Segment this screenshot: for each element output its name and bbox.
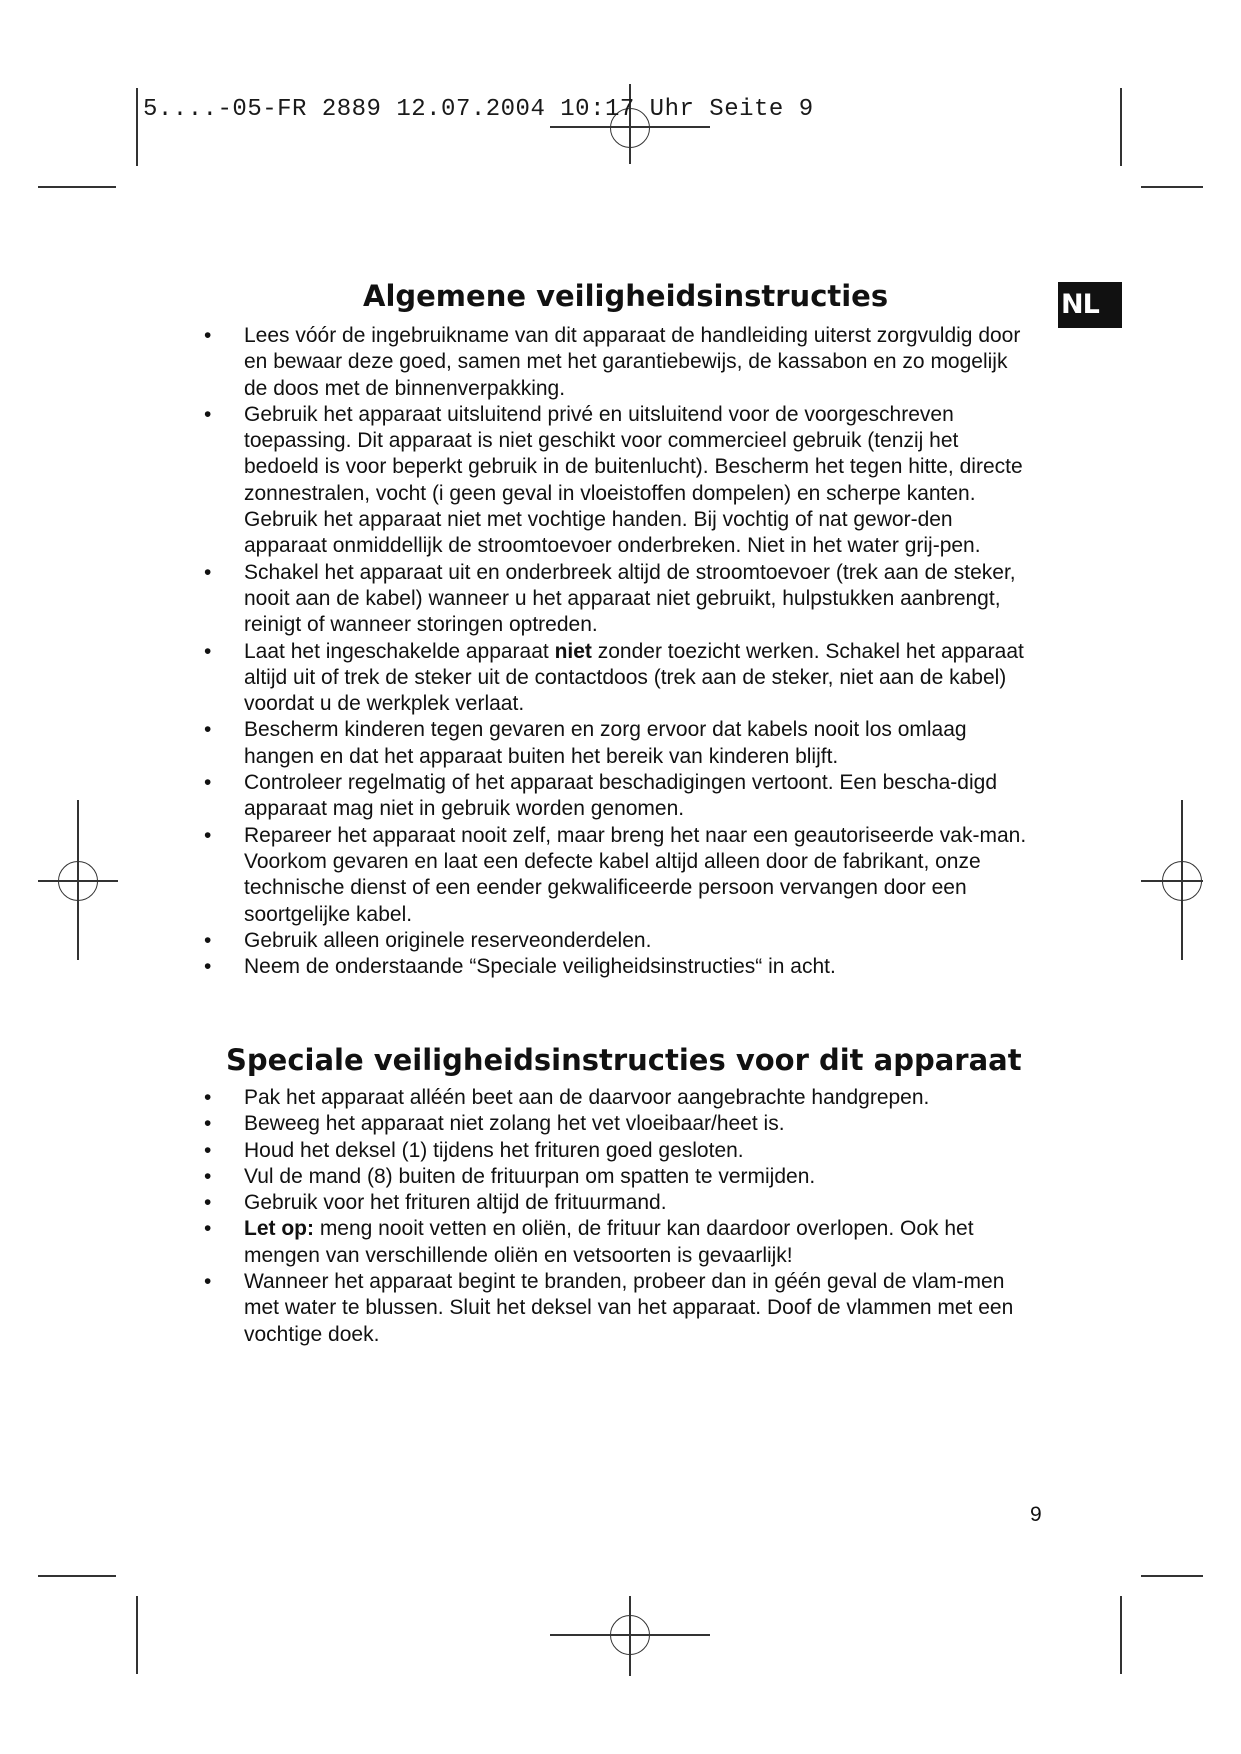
item-text: Gebruik voor het frituren altijd de frituurmand.	[244, 1191, 667, 1215]
item-text: Repareer het apparaat nooit zelf, maar breng het naar een geautoriseerde vak-man. Voorkom gevaren en laat een defecte kabel altijd alleen door de fabrikant, onze technische dienst of een eender gekwalificeerde persoon vervangen door een soortgelijke kabel.	[244, 823, 1027, 926]
bullet: •	[204, 1086, 212, 1109]
bullet: •	[204, 560, 212, 584]
list-item	[0, 1111, 1034, 1137]
general-safety-list	[0, 323, 1034, 980]
list-item	[0, 928, 1034, 954]
page-number: 9	[1030, 1503, 1042, 1526]
bullet: •	[204, 823, 212, 847]
bullet: •	[204, 1164, 212, 1188]
list-item	[0, 1138, 1034, 1164]
list-item	[0, 717, 1034, 770]
bullet: •	[204, 955, 212, 979]
bullet: •	[204, 1112, 212, 1136]
print-slug: 5....-05-FR 2889 12.07.2004 10:17 Uhr Seite 9	[143, 96, 814, 123]
item-text-bold: Let op:	[244, 1217, 314, 1241]
list-item	[0, 560, 1034, 639]
item-text: Gebruik het apparaat uitsluitend privé en uitsluitend voor de voorgeschreven toepassing. Dit apparaat is niet geschikt voor commercieel gebruik (tenzij het bedoeld is voor beperkt gebruik in de buitenlucht). Bescherm het tegen hitte, directe zonnestralen, vocht (i geen geval in vloeistoffen dompelen) en scherpe kanten. Gebruik het apparaat niet met vochtige handen. Bij vochtig of nat gewor-den apparaat onmiddellijk de stroomtoevoer onderbreken. Niet in het water grij-pen.	[244, 402, 1023, 558]
list-item	[0, 823, 1034, 928]
item-text-after: meng nooit vetten en oliën, de frituur kan daardoor overlopen. Ook het mengen van verschillende oliën en vetsoorten is gevaarlijk!	[244, 1217, 974, 1267]
list-item	[0, 1190, 1034, 1216]
crop-mark-bottom-right-vertical	[1120, 1596, 1122, 1674]
language-tab: NL	[1058, 282, 1122, 328]
item-text: Controleer regelmatig of het apparaat beschadigingen vertoont. Een bescha-digd apparaat mag niet in gebruik worden genomen.	[244, 771, 997, 821]
special-safety-list	[0, 1085, 1034, 1348]
list-item	[0, 402, 1034, 560]
list-item	[0, 1164, 1034, 1190]
crop-mark-top-right-vertical	[1120, 88, 1122, 166]
item-text: Houd het deksel (1) tijdens het frituren goed gesloten.	[244, 1138, 744, 1162]
item-text-after: zonder toezicht werken. Schakel het apparaat altijd uit of trek de steker uit de contactdoos (trek aan de steker, niet aan de kabel) voordat u de werkplek verlaat.	[244, 639, 1024, 716]
section-title-general-safety: Algemene veiligheidsinstructies	[363, 279, 889, 313]
list-item	[0, 323, 1034, 402]
item-text	[244, 640, 1024, 716]
bullet: •	[204, 1138, 212, 1162]
bullet: •	[204, 324, 212, 347]
list-item	[0, 1085, 1034, 1111]
crop-mark-bottom-left-horizontal	[38, 1575, 116, 1577]
bullet: •	[204, 1191, 212, 1215]
item-text-bold: niet	[554, 639, 592, 663]
bullet: •	[204, 1217, 212, 1241]
item-text: Pak het apparaat alléén beet aan de daarvoor aangebrachte handgrepen.	[244, 1086, 930, 1109]
list-item	[0, 770, 1034, 823]
item-text: Neem de onderstaande “Speciale veiligheidsinstructies“ in acht.	[244, 955, 836, 979]
item-text	[244, 1217, 974, 1266]
item-text: Bescherm kinderen tegen gevaren en zorg ervoor dat kabels nooit los omlaag hangen en dat het apparaat buiten het bereik van kinderen blijft.	[244, 718, 967, 768]
bullet: •	[204, 718, 212, 742]
crop-mark-bottom-right-horizontal	[1141, 1575, 1203, 1577]
section-title-special-safety: Speciale veiligheidsinstructies voor dit apparaat	[226, 1043, 1022, 1077]
item-text: Vul de mand (8) buiten de frituurpan om spatten te vermijden.	[244, 1164, 816, 1188]
item-text: Beweeg het apparaat niet zolang het vet vloeibaar/heet is.	[244, 1112, 785, 1136]
list-item	[0, 954, 1034, 980]
bullet: •	[204, 771, 212, 795]
crop-mark-top-left-horizontal	[38, 186, 116, 188]
crop-mark-bottom-left-vertical	[136, 1596, 138, 1674]
bullet: •	[204, 402, 212, 426]
item-text: Gebruik alleen originele reserveonderdelen.	[244, 928, 652, 952]
item-text: Schakel het apparaat uit en onderbreek altijd de stroomtoevoer (trek aan de steker, nooit aan de kabel) wanneer u het apparaat niet gebruikt, hulpstukken aanbrengt, reinigt of wanneer storingen optreden.	[244, 560, 1016, 637]
bullet: •	[204, 1270, 212, 1294]
list-item	[0, 1269, 1034, 1348]
item-text: Wanneer het apparaat begint te branden, probeer dan in géén geval de vlam-men met water te blussen. Sluit het deksel van het apparaat. Doof de vlammen met een vochtige doek.	[244, 1270, 1014, 1346]
bullet: •	[204, 639, 212, 663]
list-item	[0, 639, 1034, 718]
crop-mark-top-right-horizontal	[1141, 186, 1203, 188]
item-text: Lees vóór de ingebruikname van dit apparaat de handleiding uiterst zorgvuldig door en bewaar deze goed, samen met het garantiebewijs, de kassabon en zo mogelijk de doos met de binnenverpakking.	[244, 324, 1021, 400]
list-item	[0, 1216, 1034, 1269]
item-text-before: Laat het ingeschakelde apparaat	[244, 639, 555, 663]
bullet: •	[204, 928, 212, 952]
crop-mark-top-left-vertical	[136, 88, 138, 166]
